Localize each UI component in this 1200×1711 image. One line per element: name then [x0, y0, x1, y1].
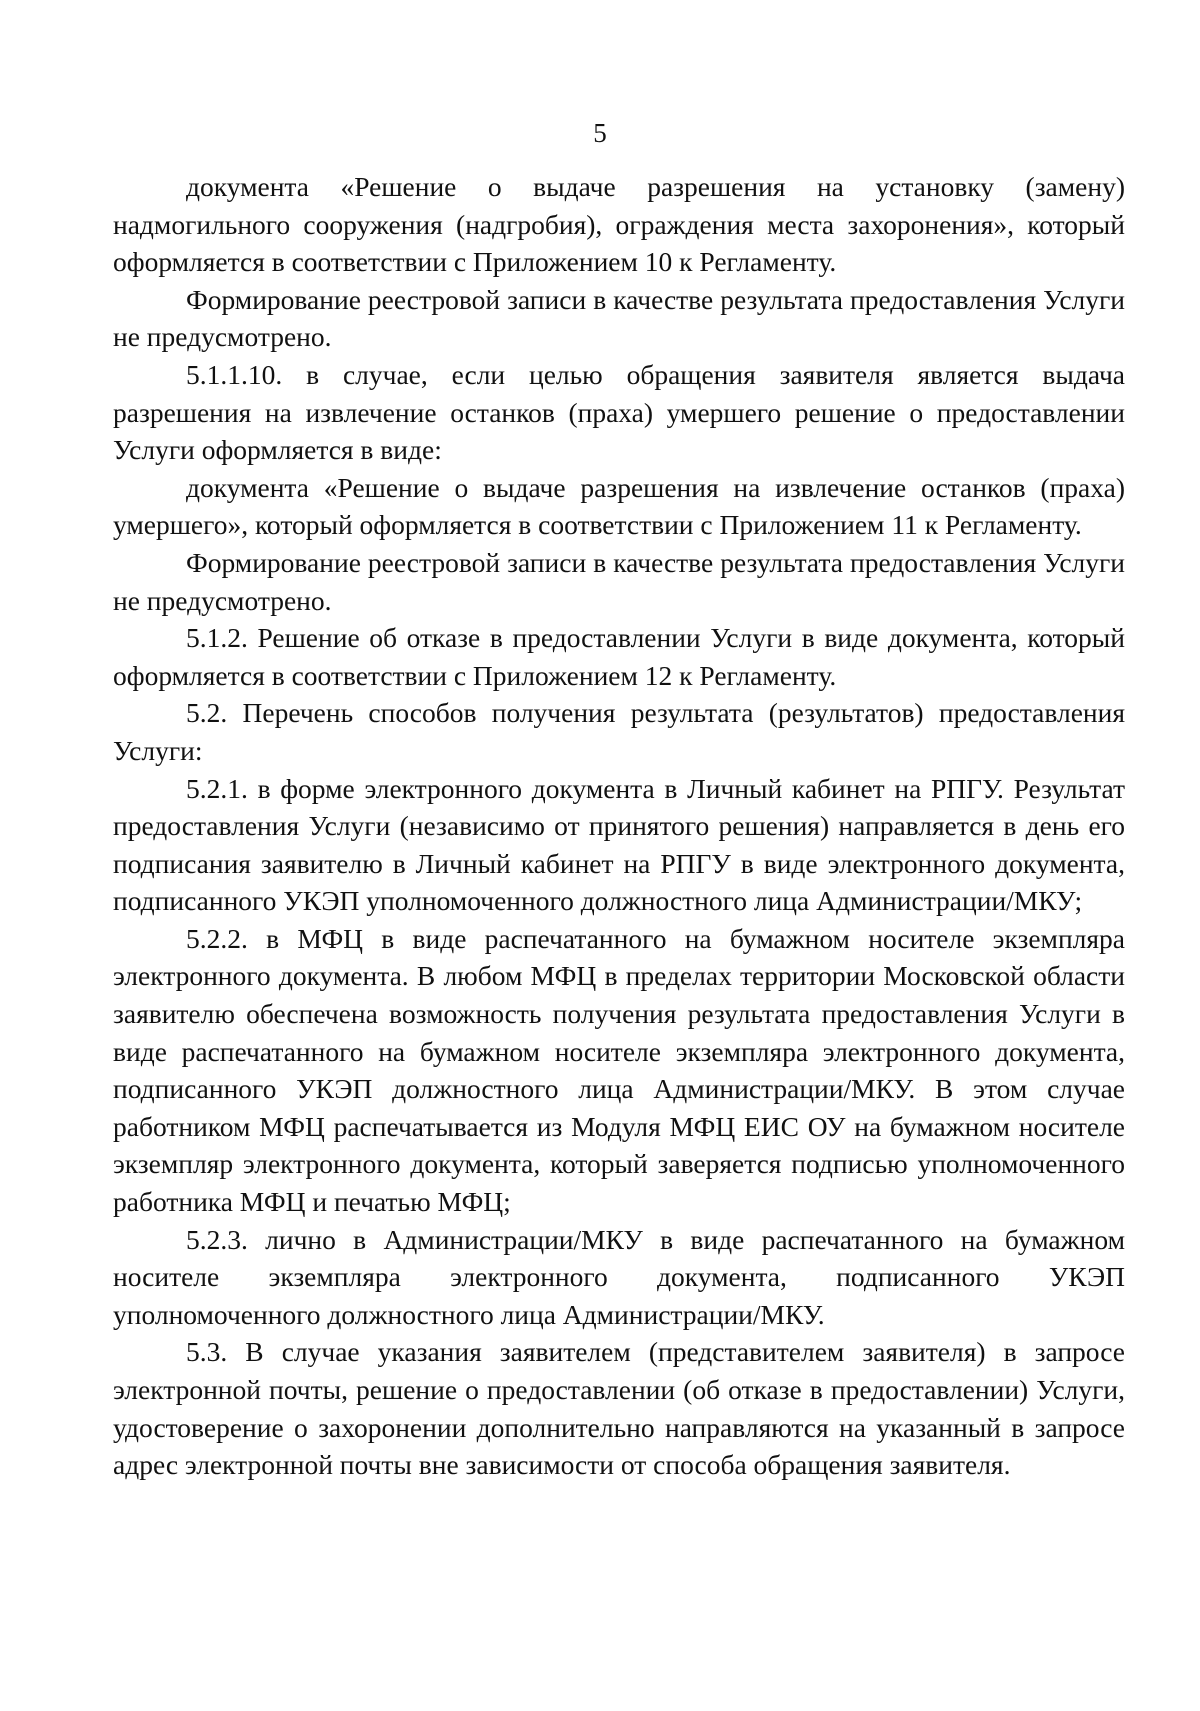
paragraph: документа «Решение о выдаче разрешения на извлечение останков (праха) умершего», который оформляется в соответствии с Приложением 11 к Регламенту. [113, 471, 1125, 541]
document-body [113, 168, 1125, 1484]
page-number: 5 [593, 118, 607, 148]
paragraph: 5.1.1.10. в случае, если целью обращения заявителя является выдача разрешения на извлечение останков (праха) умершего решение о предоставлении Услуги оформляется в виде: [113, 358, 1125, 466]
paragraph: 5.2.2. в МФЦ в виде распечатанного на бумажном носителе экземпляра электронного документа. В любом МФЦ в пределах территории Московской области заявителю обеспечена возможность получения результата предоставления Услуги в виде распечатанного на бумажном носителе экземпляра электронного документа, подписанного УКЭП должностного лица Администрации/МКУ. В этом случае работником МФЦ распечатывается из Модуля МФЦ ЕИС ОУ на бумажном носителе экземпляр электронного документа, который заверяется подписью уполномоченного работника МФЦ и печатью МФЦ; [113, 922, 1125, 1218]
paragraph: 5.2. Перечень способов получения результата (результатов) предоставления Услуги: [113, 697, 1125, 766]
paragraph: документа «Решение о выдаче разрешения на установку (замену) надмогильного сооружения (надгробия), ограждения места захоронения», который оформляется в соответствии с Приложением 10 к Регламенту. [113, 171, 1125, 278]
paragraph: 5.1.2. Решение об отказе в предоставлении Услуги в виде документа, который оформляется в соответствии с Приложением 12 к Регламенту. [113, 622, 1125, 691]
paragraph: Формирование реестровой записи в качестве результата предоставления Услуги не предусмотрено. [113, 283, 1125, 353]
paragraph: 5.2.1. в форме электронного документа в Личный кабинет на РПГУ. Результат предоставления Услуги (независимо от принятого решения) направляется в день его подписания заявителю в Личный кабинет на РПГУ в виде электронного документа, подписанного УКЭП уполномоченного должностного лица Администрации/МКУ; [113, 772, 1125, 917]
paragraph: 5.3. В случае указания заявителем (представителем заявителя) в запросе электронной почты, решение о предоставлении (об отказе в предоставлении) Услуги, удостоверение о захоронении дополнительно направляются на указанный в запросе адрес электронной почты вне зависимости от способа обращения заявителя. [113, 1336, 1125, 1481]
paragraph: 5.2.3. лично в Администрации/МКУ в виде распечатанного на бумажном носителе экземпляра электронного документа, подписанного УКЭП уполномоченного должностного лица Администрации/МКУ. [113, 1223, 1125, 1330]
paragraph: Формирование реестровой записи в качестве результата предоставления Услуги не предусмотрено. [113, 546, 1125, 616]
